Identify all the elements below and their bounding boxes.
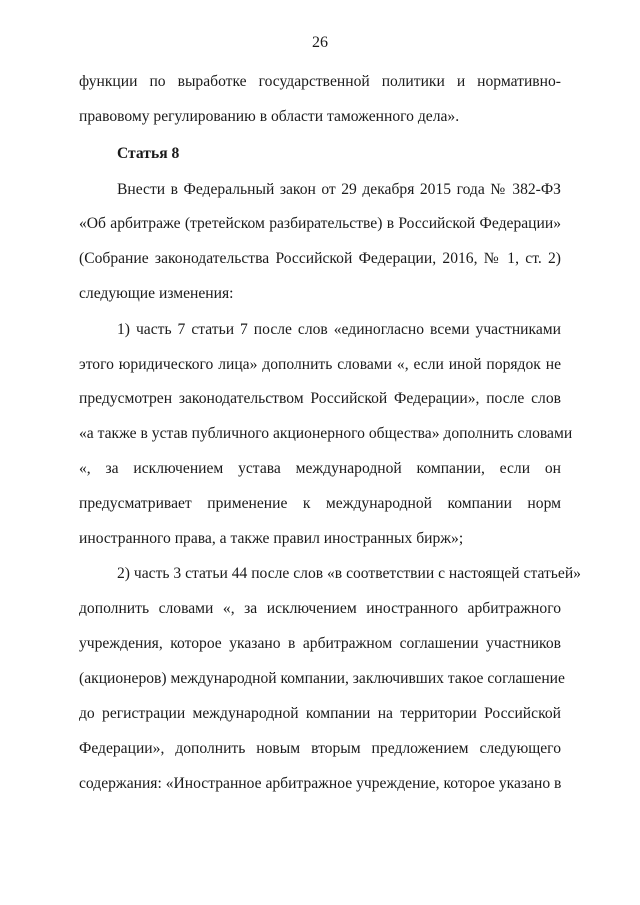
article-heading: Статья 8 [117,145,180,162]
text-line: содержания: «Иностранное арбитражное учреждение, которое указано в [79,775,562,792]
text-line: иностранного права, а также правил иностранных бирж»; [79,530,464,547]
text-line: (акционеров) международной компании, заключивших такое соглашение [79,670,565,687]
text-line: учреждения, которое указано в арбитражном соглашении участников [79,635,561,652]
text-line: предусмотрен законодательством Российской Федерации», после слов [79,390,561,407]
text-line: «, за исключением устава международной компании, если он [79,460,561,477]
text-line: правовому регулированию в области таможенного дела». [79,108,460,125]
text-line: «а также в устав публичного акционерного общества» дополнить словами [79,425,573,442]
text-line: дополнить словами «, за исключением иностранного арбитражного [79,600,561,617]
text-line: (Собрание законодательства Российской Федерации, 2016, № 1, ст. 2) [79,250,561,267]
text-line: 1) часть 7 статьи 7 после слов «единогласно всеми участниками [117,321,561,338]
text-line: этого юридического лица» дополнить словами «, если иной порядок не [79,356,561,373]
text-line: следующие изменения: [79,285,234,302]
text-line: предусматривает применение к международной компании норм [79,495,561,512]
text-line: «Об арбитраже (третейском разбирательстве) в Российской Федерации» [79,215,561,232]
text-line: 2) часть 3 статьи 44 после слов «в соответствии с настоящей статьей» [117,565,581,582]
page-number: 26 [312,34,328,51]
text-line: функции по выработке государственной политики и нормативно- [79,73,561,90]
text-line: Внести в Федеральный закон от 29 декабря 2015 года № 382-ФЗ [117,181,561,198]
text-line: до регистрации международной компании на территории Российской [79,705,561,722]
text-line: Федерации», дополнить новым вторым предложением следующего [79,740,561,757]
